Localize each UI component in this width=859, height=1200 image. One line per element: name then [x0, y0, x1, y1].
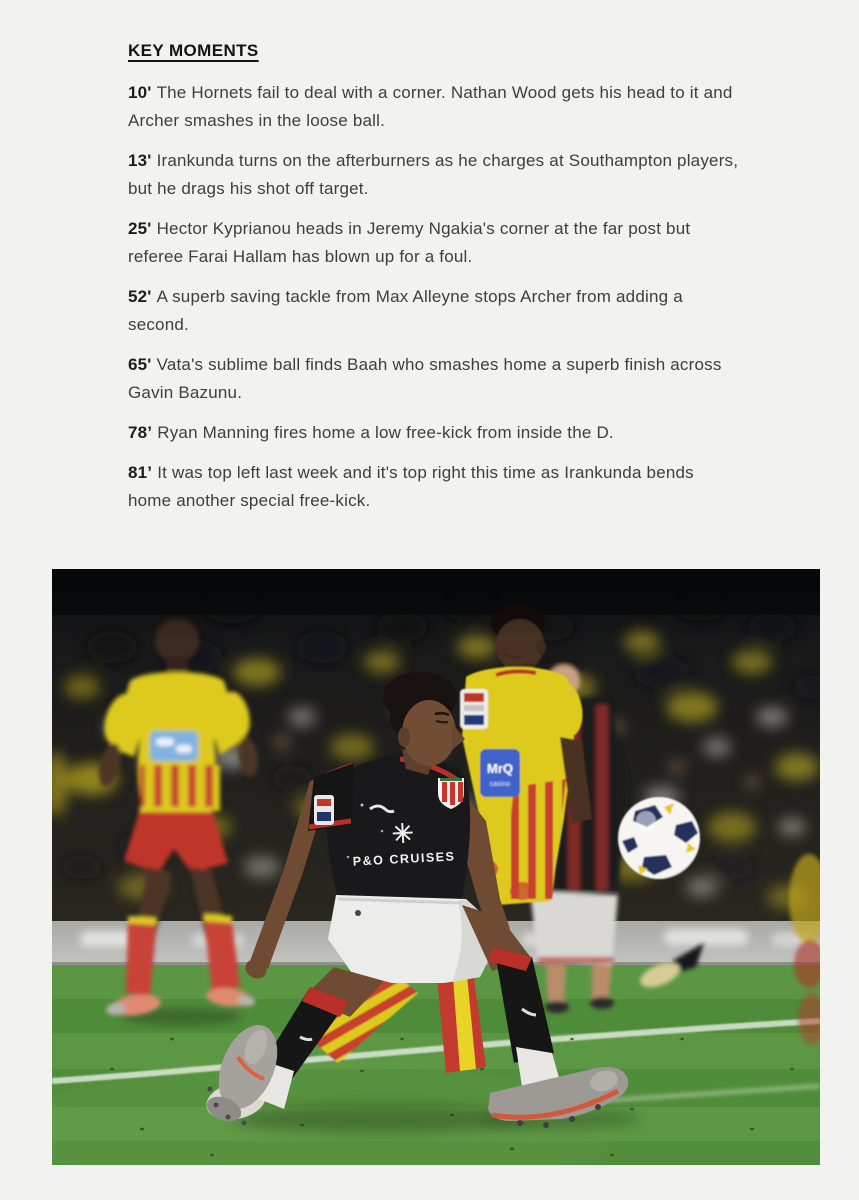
- moment-text: Hector Kyprianou heads in Jeremy Ngakia's corner at the far post but referee Farai Hallam has blown up for a foul.: [128, 219, 691, 266]
- moment-time: 10': [128, 83, 152, 102]
- key-moment: [128, 459, 742, 515]
- moment-time: 81’: [128, 463, 153, 482]
- moment-time: 13': [128, 151, 152, 170]
- svg-text:P&O CRUISES: P&O CRUISES: [352, 849, 456, 869]
- key-moment: [128, 419, 742, 447]
- moment-text: Vata's sublime ball finds Baah who smashes home a superb finish across Gavin Bazunu.: [128, 355, 722, 402]
- svg-text:casino: casino: [489, 781, 511, 788]
- photo-vignette: [52, 569, 820, 639]
- key-moments-list: [128, 79, 742, 515]
- key-moment: [128, 351, 742, 407]
- key-moment: [128, 283, 742, 339]
- match-photo-graphic: [52, 569, 820, 1165]
- key-moment: [128, 147, 742, 203]
- moment-text: The Hornets fail to deal with a corner. Nathan Wood gets his head to it and Archer smashes in the loose ball.: [128, 83, 733, 130]
- moment-text: Irankunda turns on the afterburners as he charges at Southampton players, but he drags his shot off target.: [128, 151, 739, 198]
- svg-text:MrQ: MrQ: [487, 761, 513, 776]
- key-moments-section: [0, 0, 742, 515]
- pitch: [52, 965, 820, 1165]
- sponsor-patch-mrq: [480, 749, 520, 797]
- key-moments-heading: KEY MOMENTS: [128, 41, 259, 60]
- moment-time: 25': [128, 219, 152, 238]
- match-photo: [52, 569, 820, 1165]
- moment-text: Ryan Manning fires home a low free-kick from inside the D.: [157, 423, 614, 442]
- key-moment: [128, 79, 742, 135]
- moment-time: 78’: [128, 423, 153, 442]
- key-moment: [128, 215, 742, 271]
- moment-text: A superb saving tackle from Max Alleyne stops Archer from adding a second.: [128, 287, 683, 334]
- ball: [618, 797, 700, 879]
- moment-time: 65': [128, 355, 152, 374]
- moment-text: It was top left last week and it's top right this time as Irankunda bends home another special free-kick.: [128, 463, 694, 510]
- moment-time: 52': [128, 287, 152, 306]
